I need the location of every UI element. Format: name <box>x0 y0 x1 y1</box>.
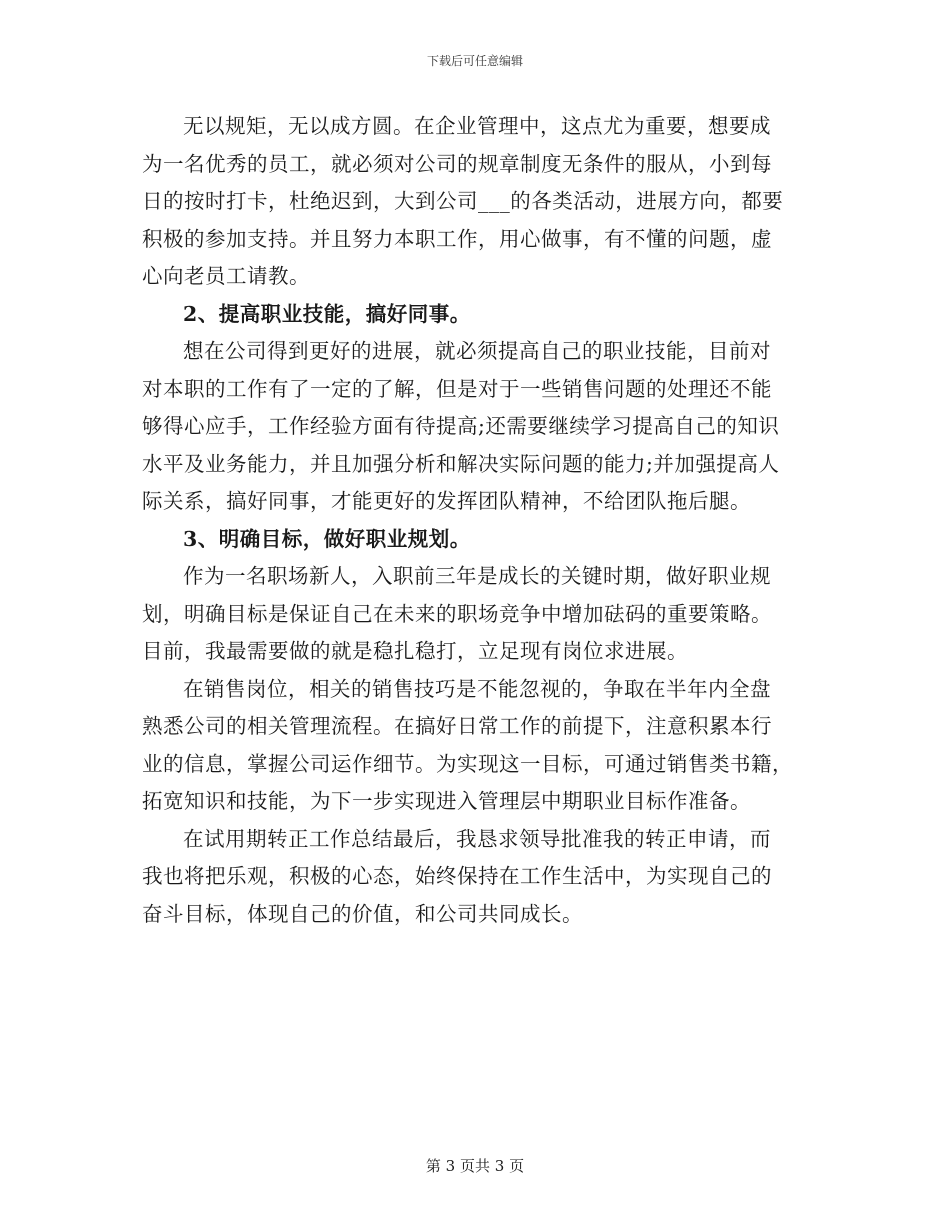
text-line: 在试用期转正工作总结最后，我恳求领导批准我的转正申请，而 <box>183 826 771 851</box>
text-line: 目前，我最需要做的就是稳扎稳打，立足现有岗位求进展。 <box>142 639 688 663</box>
text-line: 水平及业务能力，并且加强分析和解决实际问题的能力;并加强提高人 <box>142 451 780 476</box>
text-line: 我也将把乐观，积极的心态，始终保持在工作生活中，为实现自己的 <box>142 864 772 888</box>
text-line: 际关系，搞好同事，才能更好的发挥团队精神，不给团队拖后腿。 <box>142 489 751 513</box>
text-line: 在销售岗位，相关的销售技巧是不能忽视的，争取在半年内全盘 <box>183 676 771 701</box>
text-line: 对本职的工作有了一定的了解，但是对于一些销售问题的处理还不能 <box>142 376 772 401</box>
text-line: 作为一名职场新人，入职前三年是成长的关键时期，做好职业规 <box>183 564 771 588</box>
text-line: 划，明确目标是保证自己在未来的职场竞争中增加砝码的重要策略。 <box>142 601 772 626</box>
page-header: 下载后可任意编辑 <box>426 54 523 68</box>
text-line: 日的按时打卡，杜绝迟到，大到公司___的各类活动，进展方向，都要 <box>142 189 784 213</box>
text-line: 业的信息，掌握公司运作细节。为实现这一目标，可通过销售类书籍， <box>142 751 793 776</box>
paragraph-sales-role <box>142 671 802 821</box>
text-line: 想在公司得到更好的进展，就必须提高自己的职业技能，目前对 <box>183 339 771 363</box>
text-line: 心向老员工请教。 <box>142 264 310 288</box>
text-line: 积极的参加支持。并且努力本职工作，用心做事，有不懂的问题，虚 <box>142 226 772 251</box>
text-line: 够得心应手，工作经验方面有待提高;还需要继续学习提高自己的知识 <box>142 414 780 438</box>
text-line: 熟悉公司的相关管理流程。在搞好日常工作的前提下，注意积累本行 <box>142 714 772 738</box>
paragraph-skills <box>142 333 802 521</box>
page-number: 第 3 页共 3 页 <box>425 1157 525 1175</box>
paragraph-rules <box>142 108 802 296</box>
paragraph-career-plan <box>142 558 802 671</box>
section-heading-skills <box>142 296 802 334</box>
text-line: 拓宽知识和技能，为下一步实现进入管理层中期职业目标作准备。 <box>142 789 751 813</box>
section-heading-goals <box>142 521 802 559</box>
text-line: 为一名优秀的员工，就必须对公司的规章制度无条件的服从，小到每 <box>142 151 772 176</box>
heading-text: 2、提高职业技能，搞好同事。 <box>183 301 471 326</box>
text-line: 无以规矩，无以成方圆。在企业管理中，这点尤为重要，想要成 <box>183 114 771 138</box>
text-line: 奋斗目标，体现自己的价值，和公司共同成长。 <box>142 901 583 926</box>
document-body <box>142 108 802 933</box>
paragraph-conclusion <box>142 821 802 934</box>
heading-text: 3、明确目标，做好职业规划。 <box>183 526 471 551</box>
